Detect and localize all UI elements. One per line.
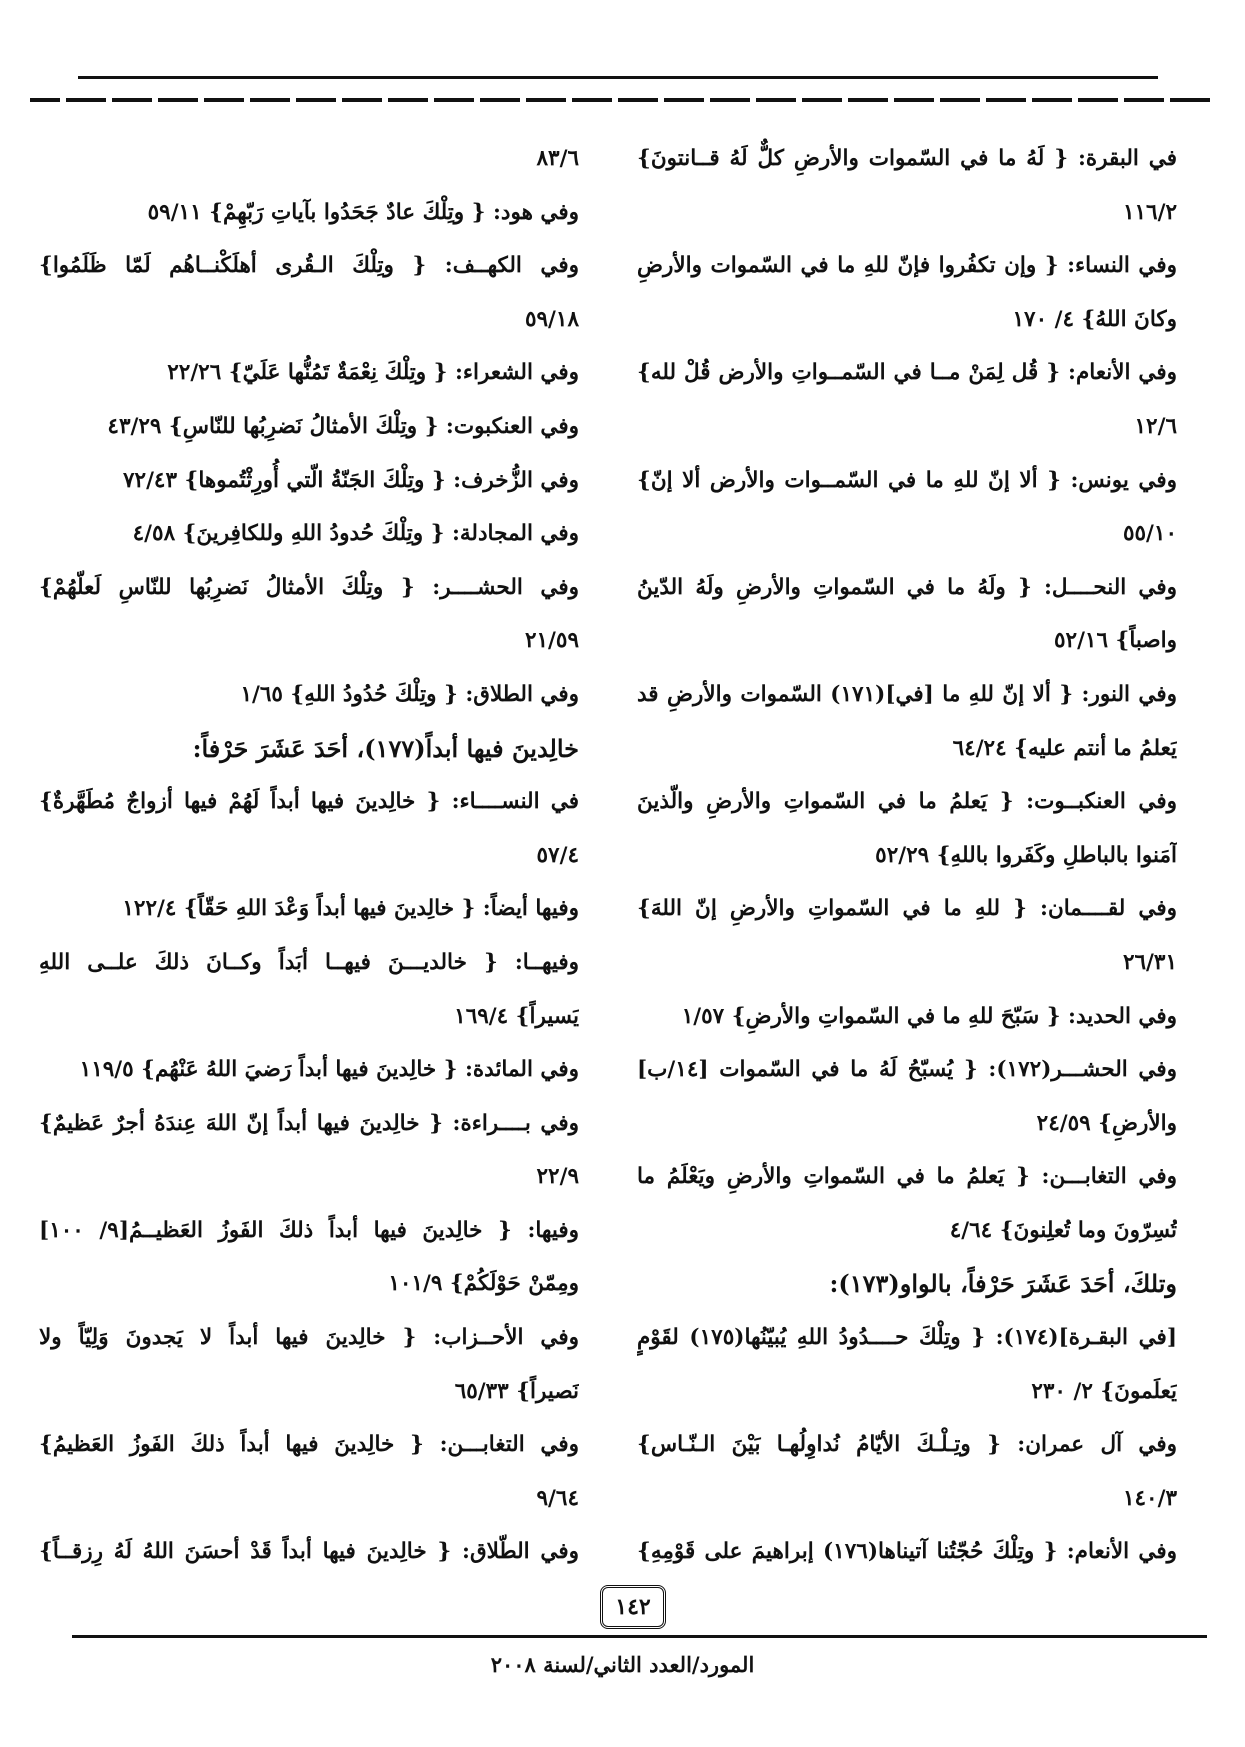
footer-rule bbox=[72, 1635, 1207, 1638]
verse-reference: ٨٣/٦ bbox=[536, 146, 579, 171]
text-line: وفي هود: { وتِلْكَ عادٌ جَحَدُوا بآياتِ رَبّهِمْ} ٥٩/١١ bbox=[147, 199, 579, 225]
text-line: تُسِرّونَ وما تُعلِنونَ} ٤/٦٤ bbox=[949, 1217, 1177, 1243]
text-line: وفي الطّلاق: { خالِدينَ فيها أبداً قَدْ أحسَنَ اللهُ لَهُ رِزقــاً} bbox=[39, 1539, 579, 1565]
text-line: وفي الحشــــر: { وتِلْكَ الأمثالُ نَضرِبُها للنّاسِ لَعلّهُمْ} bbox=[39, 574, 579, 600]
text-line: والأرضِ} ٢٤/٥٩ bbox=[1036, 1110, 1177, 1136]
text-line: وفي الشعراء: { وتِلْكَ نِعْمَةٌ تَمُنُّها عَلَيّ} ٢٢/٢٦ bbox=[167, 360, 579, 386]
verse-reference: ٥٧/٤ bbox=[536, 842, 579, 868]
verse-reference: ٩/٦٤ bbox=[536, 1485, 579, 1511]
text-line: وكانَ اللهُ} ٤/ ١٧٠ bbox=[1012, 306, 1177, 332]
text-line: في النســــاء: { خالِدينَ فيها أبداً لَهُمْ فيها أزواجٌ مُطَهَّرةٌ} bbox=[39, 789, 579, 815]
verse-reference: ٥٩/١٨ bbox=[524, 306, 579, 332]
text-line: وفي المجادلة: { وتِلْكَ حُدودُ اللهِ وللكافِرينَ} ٤/٥٨ bbox=[132, 521, 579, 547]
text-line: يَعلَمونَ} ٢/ ٢٣٠ bbox=[1031, 1378, 1177, 1404]
text-line: وفي الزُّخرف: { وتِلْكَ الجَنّةُ الّتي أُورِثْتُموها} ٧٢/٤٣ bbox=[122, 467, 579, 493]
text-line: ومِمّنْ حَوْلَكُمْ} ١٠١/٩ bbox=[388, 1271, 579, 1297]
text-line: يَعلمُ ما أنتم عليه} ٦٤/٢٤ bbox=[952, 735, 1177, 761]
text-line: وفي بــــراءة: { خالِدينَ فيها أبداً إنّ اللهَ عِندَهُ أجرٌ عَظيمٌ} bbox=[39, 1110, 579, 1136]
text-line: وفيهــا: { خالديـــنَ فيهــا أبَداً وكــانَ ذلكَ علــى اللهِ bbox=[39, 949, 579, 975]
right-column bbox=[637, 132, 1177, 1579]
text-line: واصباً} ٥٢/١٦ bbox=[1053, 628, 1177, 654]
text-line: وفي النحــــل: { ولَهُ ما في السّمواتِ والأرضِ ولَهُ الدّينُ bbox=[637, 574, 1177, 600]
text-line: وفي الأحــزاب: { خالِدينَ فيها أبداً لا يَجدونَ وَلِيّاً ولا bbox=[39, 1325, 579, 1351]
left-column bbox=[39, 132, 579, 1579]
text-line: آمَنوا بالباطلِ وكَفَروا باللهِ} ٥٢/٢٩ bbox=[875, 842, 1177, 868]
verse-reference: ٢١/٥٩ bbox=[524, 628, 579, 654]
verse-reference: ٥٥/١٠ bbox=[1122, 521, 1177, 547]
text-line: وفي آل عمران: { وتِـلْـكَ الأيّامُ نُداوِلُهـا بَيْنَ الـنّـاس} bbox=[637, 1432, 1177, 1458]
text-line: وفي العنكبوت: { وتِلْكَ الأمثالُ نَضرِبُها للنّاسِ} ٤٣/٢٩ bbox=[107, 413, 579, 439]
text-line: وفي الأنعام: { وتِلْكَ حُجّتُنا آتيناها(١٧٦) إبراهيمَ على قَوْمِهِ} bbox=[637, 1539, 1177, 1565]
text-line: وفي العنكبــوت: { يَعلمُ ما في السّمواتِ والأرضِ والّذينَ bbox=[637, 789, 1177, 815]
text-line: وفي النساء: { وإن تكفُروا فإنّ للهِ ما في السّموات والأرضِ bbox=[637, 253, 1177, 279]
text-line: يَسيراً} ١٦٩/٤ bbox=[454, 1003, 579, 1029]
text-line: نَصيراً} ٦٥/٣٣ bbox=[454, 1378, 579, 1404]
text-line: وفيها: { خالِدينَ فيها أبداً ذلكَ الفَوزُ العَظيــمُ[٩/ ١٠٠] bbox=[39, 1217, 579, 1243]
section-heading: خالِدينَ فيها أبداً(١٧٧)، أحَدَ عَشَرَ حَرْفاً: bbox=[192, 733, 579, 763]
text-line: [في البقـرة](١٧٤): { وتِلْكَ حــــدُودُ اللهِ يُبيّنُها(١٧٥) لقَوْمٍ bbox=[637, 1325, 1177, 1351]
text-line: وفي التغابـــن: { يَعلمُ ما في السّمواتِ والأرضِ ويَعْلَمُ ما bbox=[637, 1164, 1177, 1190]
header-dashed-rule bbox=[30, 98, 1210, 102]
verse-reference: ١٢/٦ bbox=[1134, 413, 1177, 439]
text-line: وفي لقــــمان: { للهِ ما في السّمواتِ والأرضِ إنّ اللهَ} bbox=[637, 896, 1177, 922]
section-heading: وتلكَ، أحَدَ عَشَرَ حَرْفاً، بالواو(١٧٣): bbox=[829, 1269, 1177, 1299]
header-rule bbox=[78, 76, 1158, 79]
text-line: وفي النور: { ألا إنّ للهِ ما [في](١٧١) السّموات والأرضِ قد bbox=[637, 681, 1177, 707]
page-number: ١٤٢ bbox=[600, 1585, 666, 1629]
text-line: وفي الحشـــر(١٧٢): { يُسبّحُ لَهُ ما في السّموات [١٤/ب] bbox=[637, 1057, 1177, 1083]
verse-reference: ١١٦/٢ bbox=[1122, 199, 1177, 225]
text-line: وفي يونس: { ألا إنّ للهِ ما في السّمــوات والأرض ألا إنّ} bbox=[637, 467, 1177, 493]
text-line: وفي الكهــف: { وتِلْكَ الـقُرى أهلَكْنــاهُم لَمّا ظَلَمُوا} bbox=[39, 253, 579, 279]
text-line: وفي التغابـــن: { خالِدينَ فيها أبداً ذلكَ الفَوزُ العَظيمُ} bbox=[39, 1432, 579, 1458]
text-line: وفيها أيضاً: { خالِدينَ فيها أبداً وَعْدَ اللهِ حَقّاً} ١٢٢/٤ bbox=[122, 896, 579, 922]
text-line: وفي الحديد: { سَبّحَ للهِ ما في السّمواتِ والأرضِ} ١/٥٧ bbox=[681, 1003, 1177, 1029]
text-line: وفي المائدة: { خالِدينَ فيها أبداً رَضيَ اللهُ عَنْهُم} ١١٩/٥ bbox=[79, 1057, 579, 1083]
verse-reference: ٢٢/٩ bbox=[536, 1164, 579, 1190]
verse-reference: ٢٦/٣١ bbox=[1122, 949, 1177, 975]
text-line: وفي الأنعام: { قُل لِمَنْ مــا في السّمــواتِ والأرض قُلْ لله} bbox=[637, 360, 1177, 386]
journal-footer: المورد/العدد الثاني/لسنة ٢٠٠٨ bbox=[490, 1652, 755, 1677]
text-line: وفي الطلاق: { وتِلْكَ حُدُودُ اللهِ} ١/٦٥ bbox=[240, 681, 579, 707]
text-line: في البقرة: { لَهُ ما في السّموات والأرضِ كلٌّ لَهُ قــانتونَ} bbox=[637, 146, 1177, 171]
verse-reference: ١٤٠/٣ bbox=[1122, 1485, 1177, 1511]
